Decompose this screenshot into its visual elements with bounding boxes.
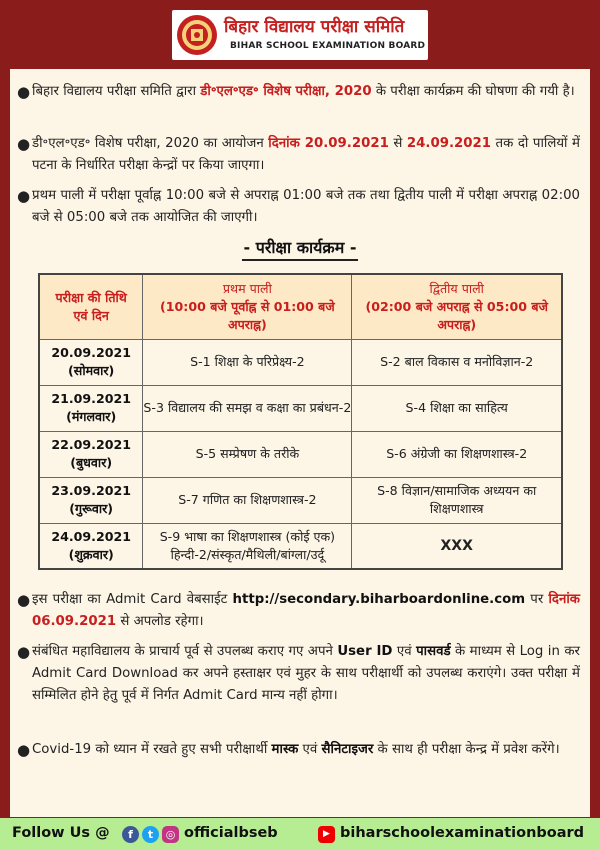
schedule-title: - परीक्षा कार्यक्रम - [10, 236, 590, 261]
header-date: परीक्षा की तिथि एवं दिन [39, 274, 143, 339]
text: के परीक्षा कार्यक्रम की घोषणा की गयी है। [371, 84, 575, 99]
end-date: 24.09.2021 [406, 136, 492, 151]
youtube-icon[interactable]: ▶ [318, 826, 335, 843]
row-second-shift: S-6 अंग्रेजी का शिक्षणशास्त्र-2 [352, 431, 562, 477]
upload-date: दिनांक 06.09.2021 [32, 592, 580, 629]
facebook-icon[interactable]: f [122, 826, 139, 843]
bseb-seal-icon [176, 14, 218, 56]
social-handle[interactable]: officialbseb [184, 825, 278, 841]
text: तक दो पालियों में पटना के निर्धारित परीक्षा केन्द्रों पर किया जाएगा। [32, 136, 580, 173]
bullet-dot-icon: ● [17, 187, 31, 205]
bullet-dot-icon: ● [17, 741, 31, 759]
row-second-shift: S-4 शिक्षा का साहित्य [352, 385, 562, 431]
notice-content [10, 69, 590, 817]
password: पासवर्ड [416, 644, 451, 659]
row-second-shift: S-2 बाल विकास व मनोविज्ञान-2 [352, 339, 562, 385]
text: के माध्यम से Log in कर Admit Card Download कर अपने हस्ताक्षर एवं मुहर के साथ परीक्षार्थी को उपलब्ध कराएंगे। उक्त परीक्षा में सम्मिलित होने हेतु पूर्व में निर्गत Admit Card मान्य नहीं होगा। [32, 644, 580, 703]
row-date: 24.09.2021 (शुक्रवार) [39, 523, 143, 569]
sanitizer: सैनिटाइजर [321, 742, 374, 757]
row-first-shift: S-5 सम्प्रेषण के तरीके [143, 431, 352, 477]
text: के साथ ही परीक्षा केन्द्र में प्रवेश करेंगे। [373, 742, 560, 757]
row-second-shift: XXX [352, 523, 562, 569]
row-first-shift: S-3 विद्यालय की समझ व कक्षा का प्रबंधन-2 [143, 385, 352, 431]
row-date: 21.09.2021 (मंगलवार) [39, 385, 143, 431]
mask: मास्क [271, 742, 299, 757]
bseb-logo [172, 10, 428, 60]
text: इस परीक्षा का Admit Card वेबसाईट [32, 592, 233, 607]
row-date: 23.09.2021 (गुरूवार) [39, 477, 143, 523]
instagram-icon[interactable]: ◎ [162, 826, 179, 843]
row-date: 22.09.2021 (बुधवार) [39, 431, 143, 477]
header-first-shift: प्रथम पाली (10:00 बजे पूर्वाह्न से 01:00 बजे अपराह्न) [143, 274, 352, 339]
text: प्रथम पाली में परीक्षा पूर्वाह्न 10:00 बजे से अपराह्न 01:00 बजे तक तथा द्वितीय पाली में परीक्षा अपराह्न 02:00 बजे से 05:00 बजे तक आयोजित की जाएगी। [32, 188, 580, 225]
social-footer [0, 818, 600, 850]
table-header-row [39, 274, 562, 339]
bullet-dot-icon: ● [17, 643, 31, 661]
bullet-login [17, 641, 580, 707]
bullet-admit-card [17, 589, 580, 633]
twitter-icon[interactable]: t [142, 826, 159, 843]
row-second-shift: S-8 विज्ञान/सामाजिक अध्ययन का शिक्षणशास्त्र [352, 477, 562, 523]
header-second-shift: द्वितीय पाली (02:00 बजे अपराह्न से 05:00 बजे अपराह्न) [352, 274, 562, 339]
youtube-channel[interactable]: biharschoolexaminationboard [340, 825, 585, 841]
bullet-dot-icon: ● [17, 591, 31, 609]
text: संबंधित महाविद्यालय के प्राचार्य पूर्व से उपलब्ध कराए गए अपने [32, 644, 338, 659]
bullet-shifts [17, 185, 580, 229]
row-first-shift: S-7 गणित का शिक्षणशास्त्र-2 [143, 477, 352, 523]
logo-title-english: BIHAR SCHOOL EXAMINATION BOARD [230, 41, 426, 51]
table-row [39, 339, 562, 385]
table-row [39, 477, 562, 523]
text: बिहार विद्यालय परीक्षा समिति द्वारा [32, 84, 201, 99]
text: से [388, 136, 407, 151]
text: डी॰एल॰एड॰ विशेष परीक्षा, 2020 का आयोजन [32, 136, 269, 151]
table-row [39, 523, 562, 569]
row-first-shift: S-1 शिक्षा के परिप्रेक्ष्य-2 [143, 339, 352, 385]
row-first-shift: S-9 भाषा का शिक्षणशास्त्र (कोई एक) हिन्दी-2/संस्कृत/मैथिली/बांग्ला/उर्दू [143, 523, 352, 569]
user-id: User ID [337, 644, 393, 659]
row-date: 20.09.2021 (सोमवार) [39, 339, 143, 385]
text: एवं [392, 644, 417, 659]
bullet-announcement [17, 81, 580, 103]
bullet-covid [17, 739, 580, 761]
bullet-dot-icon: ● [17, 83, 31, 101]
exam-name: डी॰एल॰एड॰ विशेष परीक्षा, 2020 [200, 84, 372, 99]
start-date: दिनांक 20.09.2021 [268, 136, 389, 151]
text: एवं [298, 742, 322, 757]
text: Covid-19 को ध्यान में रखते हुए सभी परीक्षार्थी [32, 742, 272, 757]
follow-label: Follow Us @ [12, 825, 110, 841]
text: से अपलोड रहेगा। [116, 614, 204, 629]
bullet-dot-icon: ● [17, 135, 31, 153]
table-row [39, 431, 562, 477]
bullet-dates [17, 133, 580, 177]
header-banner [0, 0, 600, 68]
text: पर [525, 592, 549, 607]
logo-title-hindi: बिहार विद्यालय परीक्षा समिति [224, 17, 405, 37]
table-row [39, 385, 562, 431]
website-link[interactable]: http://secondary.biharboardonline.com [232, 592, 526, 607]
exam-schedule-table [38, 273, 563, 570]
